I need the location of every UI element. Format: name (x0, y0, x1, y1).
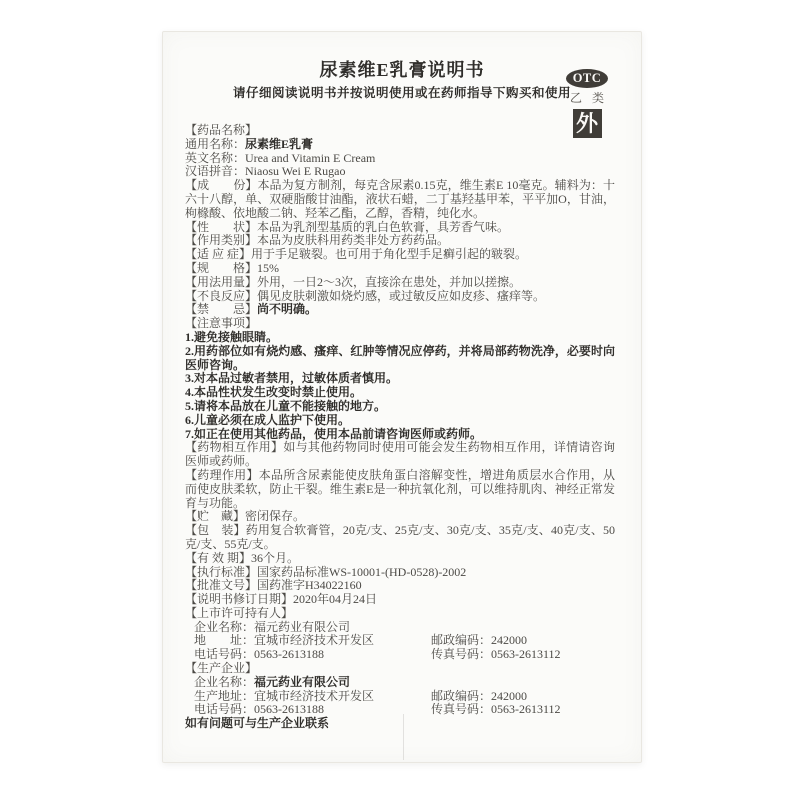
text-run: 传真号码：0563-2613112 (431, 647, 561, 662)
text-run: 邮政编码：242000 (431, 633, 528, 648)
section-manufacturer-label (185, 662, 615, 676)
paper-crease (403, 714, 404, 760)
package-insert-sheet (162, 31, 642, 763)
text-run: 【不良反应】偶见皮肤刺激如烧灼感，或过敏反应如皮疹、瘙痒等。 (185, 288, 546, 303)
text-run-bold: 7.如正在使用其他药品，使用本品前请咨询医师或药师。 (185, 426, 483, 441)
text-run: 【说明书修订日期】2020年04月24日 (185, 592, 378, 607)
text-run: 【执行标准】国家药品标准WS-10001-(HD-0528)-2002 (185, 564, 467, 579)
text-run-bold: 福元药业有限公司 (254, 674, 351, 689)
section-strength (185, 262, 615, 276)
text-run: 【批准文号】国药准字H34022160 (185, 578, 362, 593)
text-run-bold: 如有问题可与生产企业联系 (185, 716, 330, 731)
text-run: 【作用类别】本品为皮肤科用药类非处方药药品。 (185, 233, 450, 248)
section-dosage (185, 276, 615, 290)
text-run: 【禁 忌】 (185, 302, 258, 317)
text-run: 电话号码：0563-2613188 (194, 647, 324, 662)
text-run: 生产地址：宜城市经济技术开发区 (194, 688, 375, 703)
left-column-cell (194, 648, 431, 662)
line-contact-note (185, 717, 615, 731)
text-run-bold: 3.对本品过敏者禁用，过敏体质者慎用。 (185, 371, 399, 386)
insert-subtitle: 请仔细阅读说明书并按说明使用或在药师指导下购买和使用 (232, 86, 571, 100)
text-run: 【适 应 症】用于手足皲裂。也可用于角化型手足癣引起的皲裂。 (185, 247, 528, 262)
precaution-item-2 (185, 345, 615, 373)
section-ingredients (185, 179, 615, 220)
precaution-item-5 (185, 400, 615, 414)
right-column-cell (431, 703, 561, 717)
text-run: 【药理作用】本品所含尿素能使皮肤角蛋白溶解变性，增进角质层水合作用，从而使皮肤柔软，防止干裂。维生素E是一种抗氧化剂，可以维持肌肉、神经正常发育与功能。 (185, 467, 615, 510)
text-run: 邮政编码：242000 (431, 688, 528, 703)
text-run: 企业名称： (194, 674, 255, 689)
otc-logo: OTC (566, 69, 608, 88)
text-run-bold: 5.请将本品放在儿童不能接触的地方。 (185, 398, 387, 413)
text-run: 企业名称：福元药业有限公司 (194, 619, 351, 634)
text-run: 【规 格】15% (185, 260, 279, 275)
manufacturer-company-name (185, 676, 615, 690)
text-run: 【注意事项】 (185, 316, 258, 331)
text-run: 【有 效 期】36个月。 (185, 550, 300, 565)
section-drug-interactions (185, 441, 615, 469)
otc-badge (566, 69, 608, 138)
precaution-item-1 (185, 331, 615, 345)
text-run: 【药物相互作用】如与其他药物同时使用可能会发生药物相互作用，详情请咨询医师或药师。 (185, 440, 615, 469)
text-run: 【性 状】本品为乳剂型基质的乳白色软膏，具芳香气味。 (185, 219, 510, 234)
precaution-item-6 (185, 414, 615, 428)
line-generic-name (185, 138, 615, 152)
text-run: 地 址：宜城市经济技术开发区 (194, 633, 375, 648)
text-run: 【包 装】药用复合软膏管，20克/支、25克/支、30克/支、35克/支、40克/支、50克/支、55克/支。 (185, 523, 615, 551)
text-run: 【上市许可持有人】 (185, 605, 294, 620)
section-revision-date (185, 593, 615, 607)
text-run: 电话号码：0563-2613188 (194, 702, 324, 717)
text-run: 【生产企业】 (185, 661, 258, 676)
text-run-bold: 1.避免接触眼睛。 (185, 329, 279, 344)
section-packaging (185, 524, 615, 552)
section-validity (185, 552, 615, 566)
text-run: 通用名称： (185, 136, 246, 151)
text-run-bold: 4.本品性状发生改变时禁止使用。 (185, 385, 363, 400)
page-title: 尿素维E乳膏说明书 (319, 60, 485, 80)
text-run: 【成 份】本品为复方制剂，每克含尿素0.15克，维生素E 10毫克。辅料为：十六十八醇，单、双硬脂酸甘油酯，液状石蜡，二丁基羟基甲苯，平平加O，甘油，枸橼酸、依地酸二钠、羟苯乙酯，乙醇，香精，纯化水。 (185, 178, 615, 220)
section-precautions-label (185, 317, 615, 331)
section-pharmacology (185, 469, 615, 510)
otc-class-label: 乙 类 (569, 91, 604, 105)
mah-phone-row (185, 648, 615, 662)
text-run: 【药品名称】 (185, 123, 258, 137)
text-run: 传真号码：0563-2613112 (431, 702, 561, 717)
text-run-bold: 6.儿童必须在成人监护下使用。 (185, 412, 351, 427)
text-run: 【用法用量】外用，一日2～3次，直接涂在患处，并加以搓擦。 (185, 274, 522, 289)
section-drug-name-label (185, 124, 615, 138)
text-run: 【贮 藏】密闭保存。 (185, 509, 306, 524)
section-indications (185, 248, 615, 262)
external-use-mark: 外 (573, 109, 602, 138)
section-mah-label (185, 607, 615, 621)
text-run-bold: 尚不明确。 (257, 302, 318, 317)
text-run-bold: 尿素维E乳膏 (245, 136, 314, 151)
text-run-bold: 2.用药部位如有烧灼感、瘙痒、红肿等情况应停药，并将局部药物洗净，必要时向医师咨询。 (185, 343, 615, 372)
text-run: 英文名称：Urea and Vitamin E Cream (185, 150, 376, 165)
right-column-cell (431, 648, 561, 662)
precaution-item-4 (185, 386, 615, 400)
insert-body (163, 124, 641, 731)
text-run: 汉语拼音：Niaosu Wei E Rugao (185, 164, 346, 179)
